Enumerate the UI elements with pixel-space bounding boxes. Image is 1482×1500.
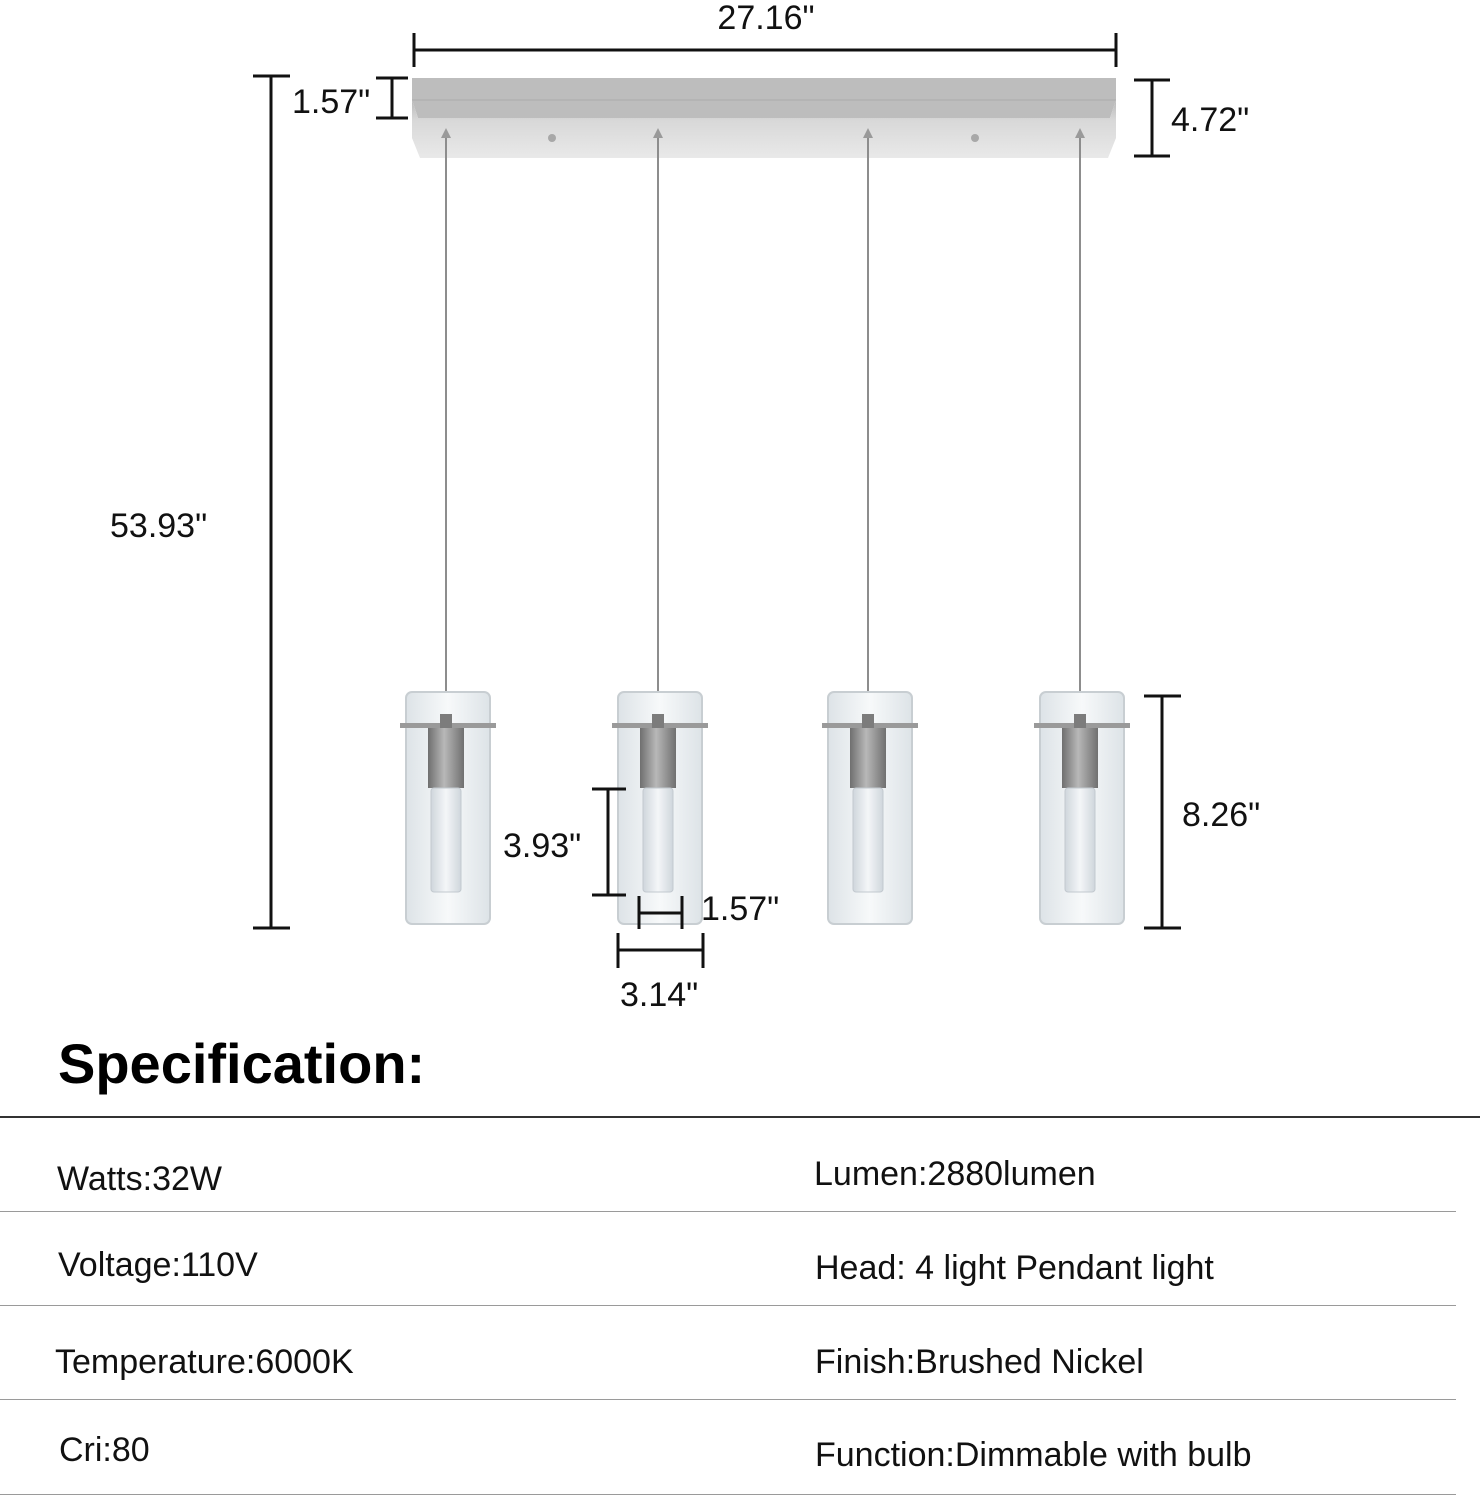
dimension-line-width <box>414 33 1116 67</box>
spec-lumen: Lumen:2880lumen <box>814 1155 1096 1193</box>
dimension-line-canopy-depth <box>1134 80 1170 156</box>
canopy-screw <box>971 134 979 142</box>
canopy-plate <box>412 78 1116 158</box>
dimension-label-crystal-diameter: 1.57" <box>701 890 780 928</box>
pendant-shade <box>400 692 496 924</box>
spec-finish: Finish:Brushed Nickel <box>815 1343 1144 1381</box>
spec-temperature: Temperature:6000K <box>55 1343 354 1381</box>
dimension-label-total-height: 53.93" <box>110 507 208 545</box>
pendant-shade <box>612 692 708 924</box>
row-divider <box>0 1399 1456 1400</box>
spec-function: Function:Dimmable with bulb <box>815 1436 1252 1474</box>
dimension-line-shade-diameter <box>618 933 703 968</box>
dimension-label-canopy-depth: 4.72" <box>1171 101 1250 139</box>
pendant-shade <box>822 692 918 924</box>
spec-head: Head: 4 light Pendant light <box>815 1249 1214 1287</box>
row-divider <box>0 1305 1456 1306</box>
suspension-cables <box>446 132 1080 714</box>
spec-voltage: Voltage:110V <box>58 1246 258 1284</box>
dimension-label-shade-height: 8.26" <box>1182 796 1261 834</box>
spec-watts: Watts:32W <box>57 1160 222 1198</box>
title-divider <box>0 1116 1480 1118</box>
dimension-label-crystal-height: 3.93" <box>503 827 582 865</box>
dimension-label-shade-diameter: 3.14" <box>620 976 699 1014</box>
dimension-label-width: 27.16" <box>717 0 815 37</box>
row-divider <box>0 1494 1456 1495</box>
pendant-shade <box>1034 692 1130 924</box>
row-divider <box>0 1211 1456 1212</box>
dimension-label-canopy-thickness: 1.57" <box>292 83 371 121</box>
spec-cri: Cri:80 <box>59 1431 150 1469</box>
dimension-line-shade-height <box>1144 696 1181 928</box>
dimension-line-canopy-thickness <box>376 78 408 118</box>
specification-title: Specification: <box>58 1032 426 1095</box>
canopy-screw <box>548 134 556 142</box>
dimension-line-total-height <box>253 76 290 928</box>
